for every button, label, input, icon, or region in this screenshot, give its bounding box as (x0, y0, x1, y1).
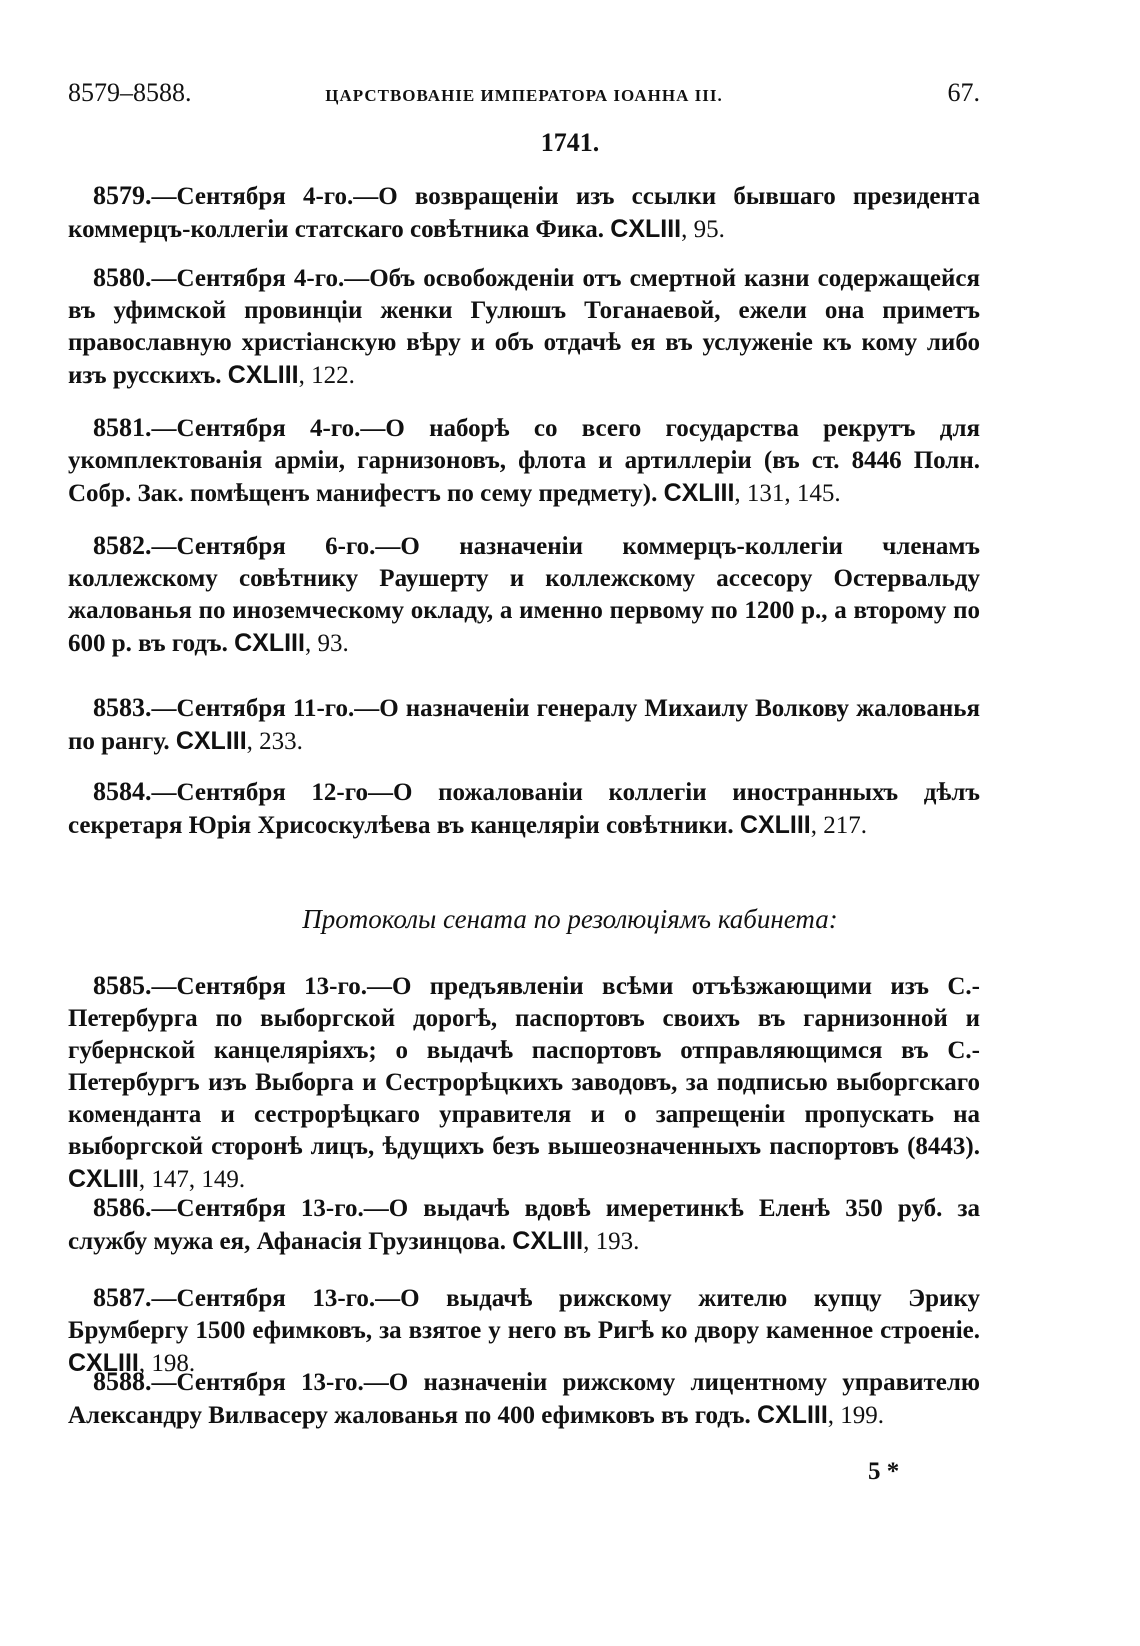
entry-text: —Сентября 4-го.—Объ освобожденіи отъ смертной казни содержащейся въ уфимской провинціи женки Гулюшъ Тоганаевой, ежели она приметъ православную христіанскую вѣру и объ отдачѣ ея въ услуженіе къ кому либо изъ русскихъ. (68, 265, 980, 389)
entry-volume: CXLIII (227, 361, 299, 389)
entry-pages: , 198. (138, 1350, 196, 1377)
entry-text: —Сентября 13-го.—О выдачѣ рижскому жителю купцу Эрику Брумбергу 1500 ефимковъ, за взятое у него въ Ригѣ ко двору каменное строеніе. (68, 1285, 980, 1344)
entry-8579 (68, 180, 980, 246)
entry-text: —Сентября 4-го.—О возвращеніи изъ ссылки бывшаго президента коммерцъ-коллегіи статскаго совѣтника Фика. (68, 183, 980, 243)
entry-volume: CXLIII (756, 1401, 828, 1429)
entry-pages: , 131, 145. (734, 480, 841, 507)
entry-number: 8587. (93, 1283, 152, 1312)
entry-text: —Сентября 13-го.—О выдачѣ вдовѣ имеретинкѣ Еленѣ 350 руб. за службу мужа ея, Афанасія Грузинцова. (68, 1195, 980, 1255)
section-heading: Протоколы сената по резолюціямъ кабинета: (302, 904, 838, 934)
running-header (68, 78, 980, 118)
entry-number: 8580. (93, 263, 152, 292)
entry-volume: CXLIII (663, 479, 735, 507)
entry-pages: , 147, 149. (138, 1166, 246, 1193)
entry-text: —Сентября 13-го.—О предъявленіи всѣми отъѣзжающими изъ С.-Петербурга по выборгской дорогѣ, паспортовъ своихъ въ гарнизонной и губернской канцеляріяхъ; о выдачѣ паспортовъ отправляющимся въ С.-Петербургъ изъ Выборга и Сестрорѣцкихъ заводовъ, за подписью выборгскаго коменданта и сестрорѣцкаго управителя и о запрещеніи пропускать на выборгской сторонѣ лицъ, ѣдущихъ безъ вышеозначенныхъ паспортовъ (8443). (68, 973, 980, 1160)
entry-pages: , 193. (583, 1228, 640, 1255)
entry-pages: , 95. (681, 216, 725, 243)
entry-pages: , 199. (827, 1402, 885, 1429)
header-page-number: 67. (947, 78, 980, 107)
entry-volume: CXLIII (739, 811, 811, 839)
entry-8580 (68, 262, 980, 392)
entry-number: 8585. (93, 971, 152, 1000)
entry-8588 (68, 1366, 980, 1432)
entry-text: —Сентября 11-го.—О назначеніи генералу Михаилу Волкову жалованья по рангу. (68, 695, 980, 755)
entry-8583 (68, 692, 980, 758)
header-title: ЦАРСТВОВАНІЕ ИМПЕРАТОРА ІОАННА III. (325, 86, 723, 105)
entry-8582 (68, 530, 980, 660)
entry-pages: , 233. (246, 728, 303, 755)
signature-mark: 5 * (868, 1458, 900, 1485)
entry-volume: CXLIII (512, 1227, 584, 1255)
entry-8585 (68, 970, 980, 1196)
entry-number: 8582. (93, 531, 152, 560)
entry-pages: , 217. (810, 812, 867, 839)
entry-8586 (68, 1192, 980, 1258)
entry-volume: CXLIII (234, 629, 305, 657)
entry-text: —Сентября 4-го.—О наборѣ со всего государства рекрутъ для укомплектованія арміи, гарнизоновъ, флота и артиллеріи (въ ст. 8446 Полн. Собр. Зак. помѣщенъ манифестъ по сему предмету). (68, 415, 980, 507)
entry-volume: CXLIII (68, 1165, 139, 1193)
entry-volume: CXLIII (610, 215, 682, 243)
entry-number: 8583. (93, 693, 152, 722)
entry-text: —Сентября 6-го.—О назначеніи коммерцъ-коллегіи членамъ коллежскому совѣтнику Раушерту и коллежскому ассесору Остервальду жалованья по иноземческому окладу, а именно первому по 1200 р., а второму по 600 р. въ годъ. (68, 533, 980, 657)
header-article-range: 8579–8588. (68, 78, 192, 107)
entry-number: 8581. (93, 413, 152, 442)
entry-text: —Сентября 12-го—О пожалованіи коллегіи иностранныхъ дѣлъ секретаря Юрія Хрисоскулѣева въ канцеляріи совѣтники. (68, 779, 980, 839)
entry-number: 8588. (93, 1367, 152, 1396)
entry-volume: CXLIII (68, 1349, 139, 1377)
entry-number: 8584. (93, 777, 152, 806)
entry-8581 (68, 412, 980, 510)
entry-number: 8579. (93, 181, 152, 210)
entry-volume: CXLIII (175, 727, 247, 755)
year-heading: 1741. (540, 128, 600, 157)
entry-number: 8586. (93, 1193, 152, 1222)
entry-pages: , 122. (298, 362, 355, 389)
entry-pages: , 93. (304, 630, 349, 657)
entry-8584 (68, 776, 980, 842)
entry-text: —Сентября 13-го.—О назначеніи рижскому лицентному управителю Александру Вилвасеру жалованья по 400 ефимковъ въ годъ. (68, 1369, 980, 1429)
